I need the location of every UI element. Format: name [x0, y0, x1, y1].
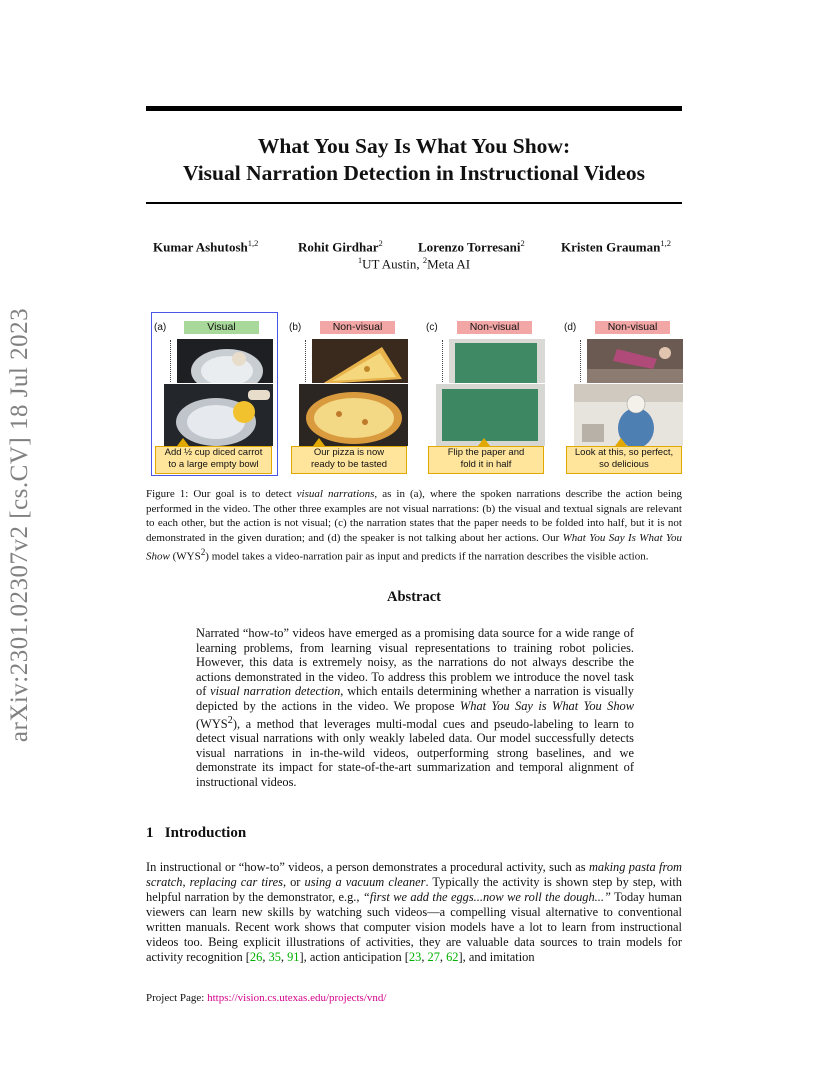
affiliation-2: Meta AI: [427, 256, 471, 272]
intro-text: In instructional or “how-to” videos, a person demonstrates a procedural activity, such as: [146, 860, 589, 874]
panel-c-caption-pointer: [478, 438, 490, 446]
green-paper-photo-1: [449, 339, 545, 389]
intro-text: ,: [182, 875, 190, 889]
narration-line-1: Our pizza is now: [313, 447, 385, 458]
affiliation-mark-2: 2: [422, 255, 428, 265]
caption-model-name: What You Say Is What You Show: [146, 531, 682, 563]
section-heading-introduction: 1 Introduction: [146, 825, 247, 841]
paper-title-line-2: Visual Narration Detection in Instructional Videos: [182, 161, 646, 185]
panel-d-narration: [566, 446, 682, 474]
author-4: [561, 238, 671, 255]
panel-b-nonvisual-tag: Non-visual: [320, 321, 395, 334]
arxiv-identifier: arXiv:2301.02307v2 [cs.CV] 18 Jul 2023: [6, 307, 33, 743]
citation-link[interactable]: 91: [287, 950, 300, 964]
author-name: Rohit Girdhar: [298, 239, 379, 255]
panel-c-frame-2: [435, 383, 546, 447]
author-2: [298, 238, 383, 255]
abstract-heading: Abstract: [387, 589, 441, 605]
caption-text: , as in (a), where the spoken narrations describe the action being performed in the video. The other three examples are not visual narrations: (b) the visual and textual signals are relevant to each other, but the action is not visual; (c) the narration states that the paper needs to be folded into half, but it is not demonstrated in the given duration; and (d) the speaker is not talking about her actions. Our: [146, 488, 682, 544]
project-page-footnote: [146, 992, 386, 1004]
figure-1-caption: [146, 487, 682, 564]
caption-text: ) model takes a video-narration pair as input and predicts if the narration describes the visible action.: [205, 550, 649, 563]
author-name: Kumar Ashutosh: [153, 239, 248, 255]
affiliations: [146, 255, 682, 272]
title-top-rule: [146, 106, 682, 111]
panel-d-frame-2: [573, 383, 684, 447]
intro-quote: “first we add the eggs...now we roll the dough...”: [362, 890, 611, 904]
citation-link[interactable]: 62: [446, 950, 459, 964]
citation-link[interactable]: 23: [408, 950, 422, 964]
kitchen-photo-1: [587, 339, 683, 389]
intro-example: replacing car tires: [189, 875, 283, 889]
narration-line-2: fold it in half: [460, 459, 512, 470]
author-affiliation-mark: 2: [378, 238, 383, 248]
abstract-text: Narrated “how-to” videos have emerged as a promising data source for a wide range of learning problems, from learning visual representations to training robot policies. However, this data is extremely noisy, as the narrations do not always describe the actions demonstrated in the video. To address this problem we introduce the novel task of: [196, 626, 634, 699]
kitchen-photo-2: [574, 384, 683, 446]
project-page-link[interactable]: https://vision.cs.utexas.edu/projects/vnd/: [207, 992, 387, 1004]
footnote-label: Project Page:: [146, 992, 208, 1004]
intro-text: Today human viewers can learn new skills by watching such videos—a compelling visual alternative to conventional written manuals. Recent work shows that computer vision models have a lot to learn from instructional videos too. Being explicit illustrations of activities, they are valuable data sources to train models for activity recognition [: [146, 890, 683, 964]
intro-example: using a vacuum cleaner: [304, 875, 426, 889]
narration-line-2: to a large empty bowl: [168, 459, 259, 470]
panel-a-letter: (a): [154, 322, 167, 333]
panel-d-caption-pointer: [615, 438, 627, 446]
caption-superscript: 2: [200, 547, 206, 557]
narration-line-2: ready to be tasted: [310, 459, 388, 470]
panel-b-letter: (b): [289, 322, 302, 333]
abstract-text: (WYS: [196, 716, 228, 731]
abstract-emphasis: visual narration detection: [210, 684, 341, 699]
intro-text: , or: [282, 875, 305, 889]
caption-emphasis: visual narrations: [296, 488, 375, 500]
panel-c-nonvisual-tag: Non-visual: [457, 321, 532, 334]
affiliation-mark-1: 1: [357, 255, 363, 265]
author-affiliation-mark: 2: [520, 238, 525, 248]
panel-a-narration: [155, 446, 272, 474]
author-affiliation-mark: 1,2: [247, 238, 259, 248]
narration-line-2: so delicious: [599, 459, 649, 470]
author-3: [418, 238, 525, 255]
affiliation-1: UT Austin,: [362, 256, 423, 272]
panel-b-caption-pointer: [313, 438, 325, 446]
paper-title-line-1: What You Say Is What You Show:: [257, 134, 571, 158]
author-affiliation-mark: 1,2: [660, 238, 671, 248]
abstract-text: , which entails determining whether a narration is visually depicted by the actions in the video. We propose: [196, 684, 634, 713]
citation-separator: ,: [439, 950, 447, 964]
panel-d-nonvisual-tag: Non-visual: [595, 321, 670, 334]
panel-c-narration: [428, 446, 544, 474]
bowl-carrot-photo: [164, 384, 273, 446]
narration-line-1: Flip the paper and: [447, 447, 525, 458]
citation-link[interactable]: 26: [249, 950, 263, 964]
author-1: [153, 238, 258, 255]
introduction-body: [146, 860, 682, 965]
intro-text: . Typically the activity is shown step by step, with helpful narration by the demonstrator, e.g.,: [146, 875, 682, 904]
abstract-body: [196, 626, 634, 790]
bowl-photo-1: [177, 339, 273, 389]
panel-b-narration: [291, 446, 407, 474]
citation-separator: ,: [280, 950, 288, 964]
caption-text: (WYS: [169, 550, 201, 563]
citation-link[interactable]: 35: [268, 950, 281, 964]
panel-a-visual-tag: Visual: [184, 321, 259, 334]
author-name: Lorenzo Torresani: [418, 239, 521, 255]
title-bottom-rule: [146, 202, 682, 204]
caption-text: Figure 1: Our goal is to detect: [146, 488, 297, 500]
author-name: Kristen Grauman: [561, 239, 661, 255]
green-paper-photo-2: [436, 384, 545, 446]
narration-line-1: Add ½ cup diced carrot: [164, 447, 263, 458]
citation-separator: ,: [421, 950, 428, 964]
citation-link[interactable]: 27: [427, 950, 440, 964]
narration-line-1: Look at this, so perfect,: [574, 447, 674, 458]
intro-text: ], and imitation: [458, 950, 535, 964]
citation-separator: ,: [262, 950, 269, 964]
intro-example: making pasta from scratch: [146, 860, 682, 889]
abstract-superscript: 2: [227, 714, 233, 726]
pizza-photo: [299, 384, 408, 446]
pizza-slice-photo: [312, 339, 408, 389]
intro-text: ], action anticipation [: [299, 950, 409, 964]
panel-a-caption-pointer: [177, 438, 189, 446]
panel-c-letter: (c): [426, 322, 438, 333]
abstract-model-name: What You Say is What You Show: [459, 698, 634, 713]
abstract-text: ), a method that leverages multi-modal cues and pseudo-labeling to learn to detect visual narrations with only weakly labeled data. Our model successfully detects visual narrations in in-the-wild videos, outperforming strong baselines, and we demonstrate its impact for state-of-the-art summarization and temporal alignment of instructional videos.: [196, 716, 634, 790]
panel-d-letter: (d): [564, 322, 577, 333]
